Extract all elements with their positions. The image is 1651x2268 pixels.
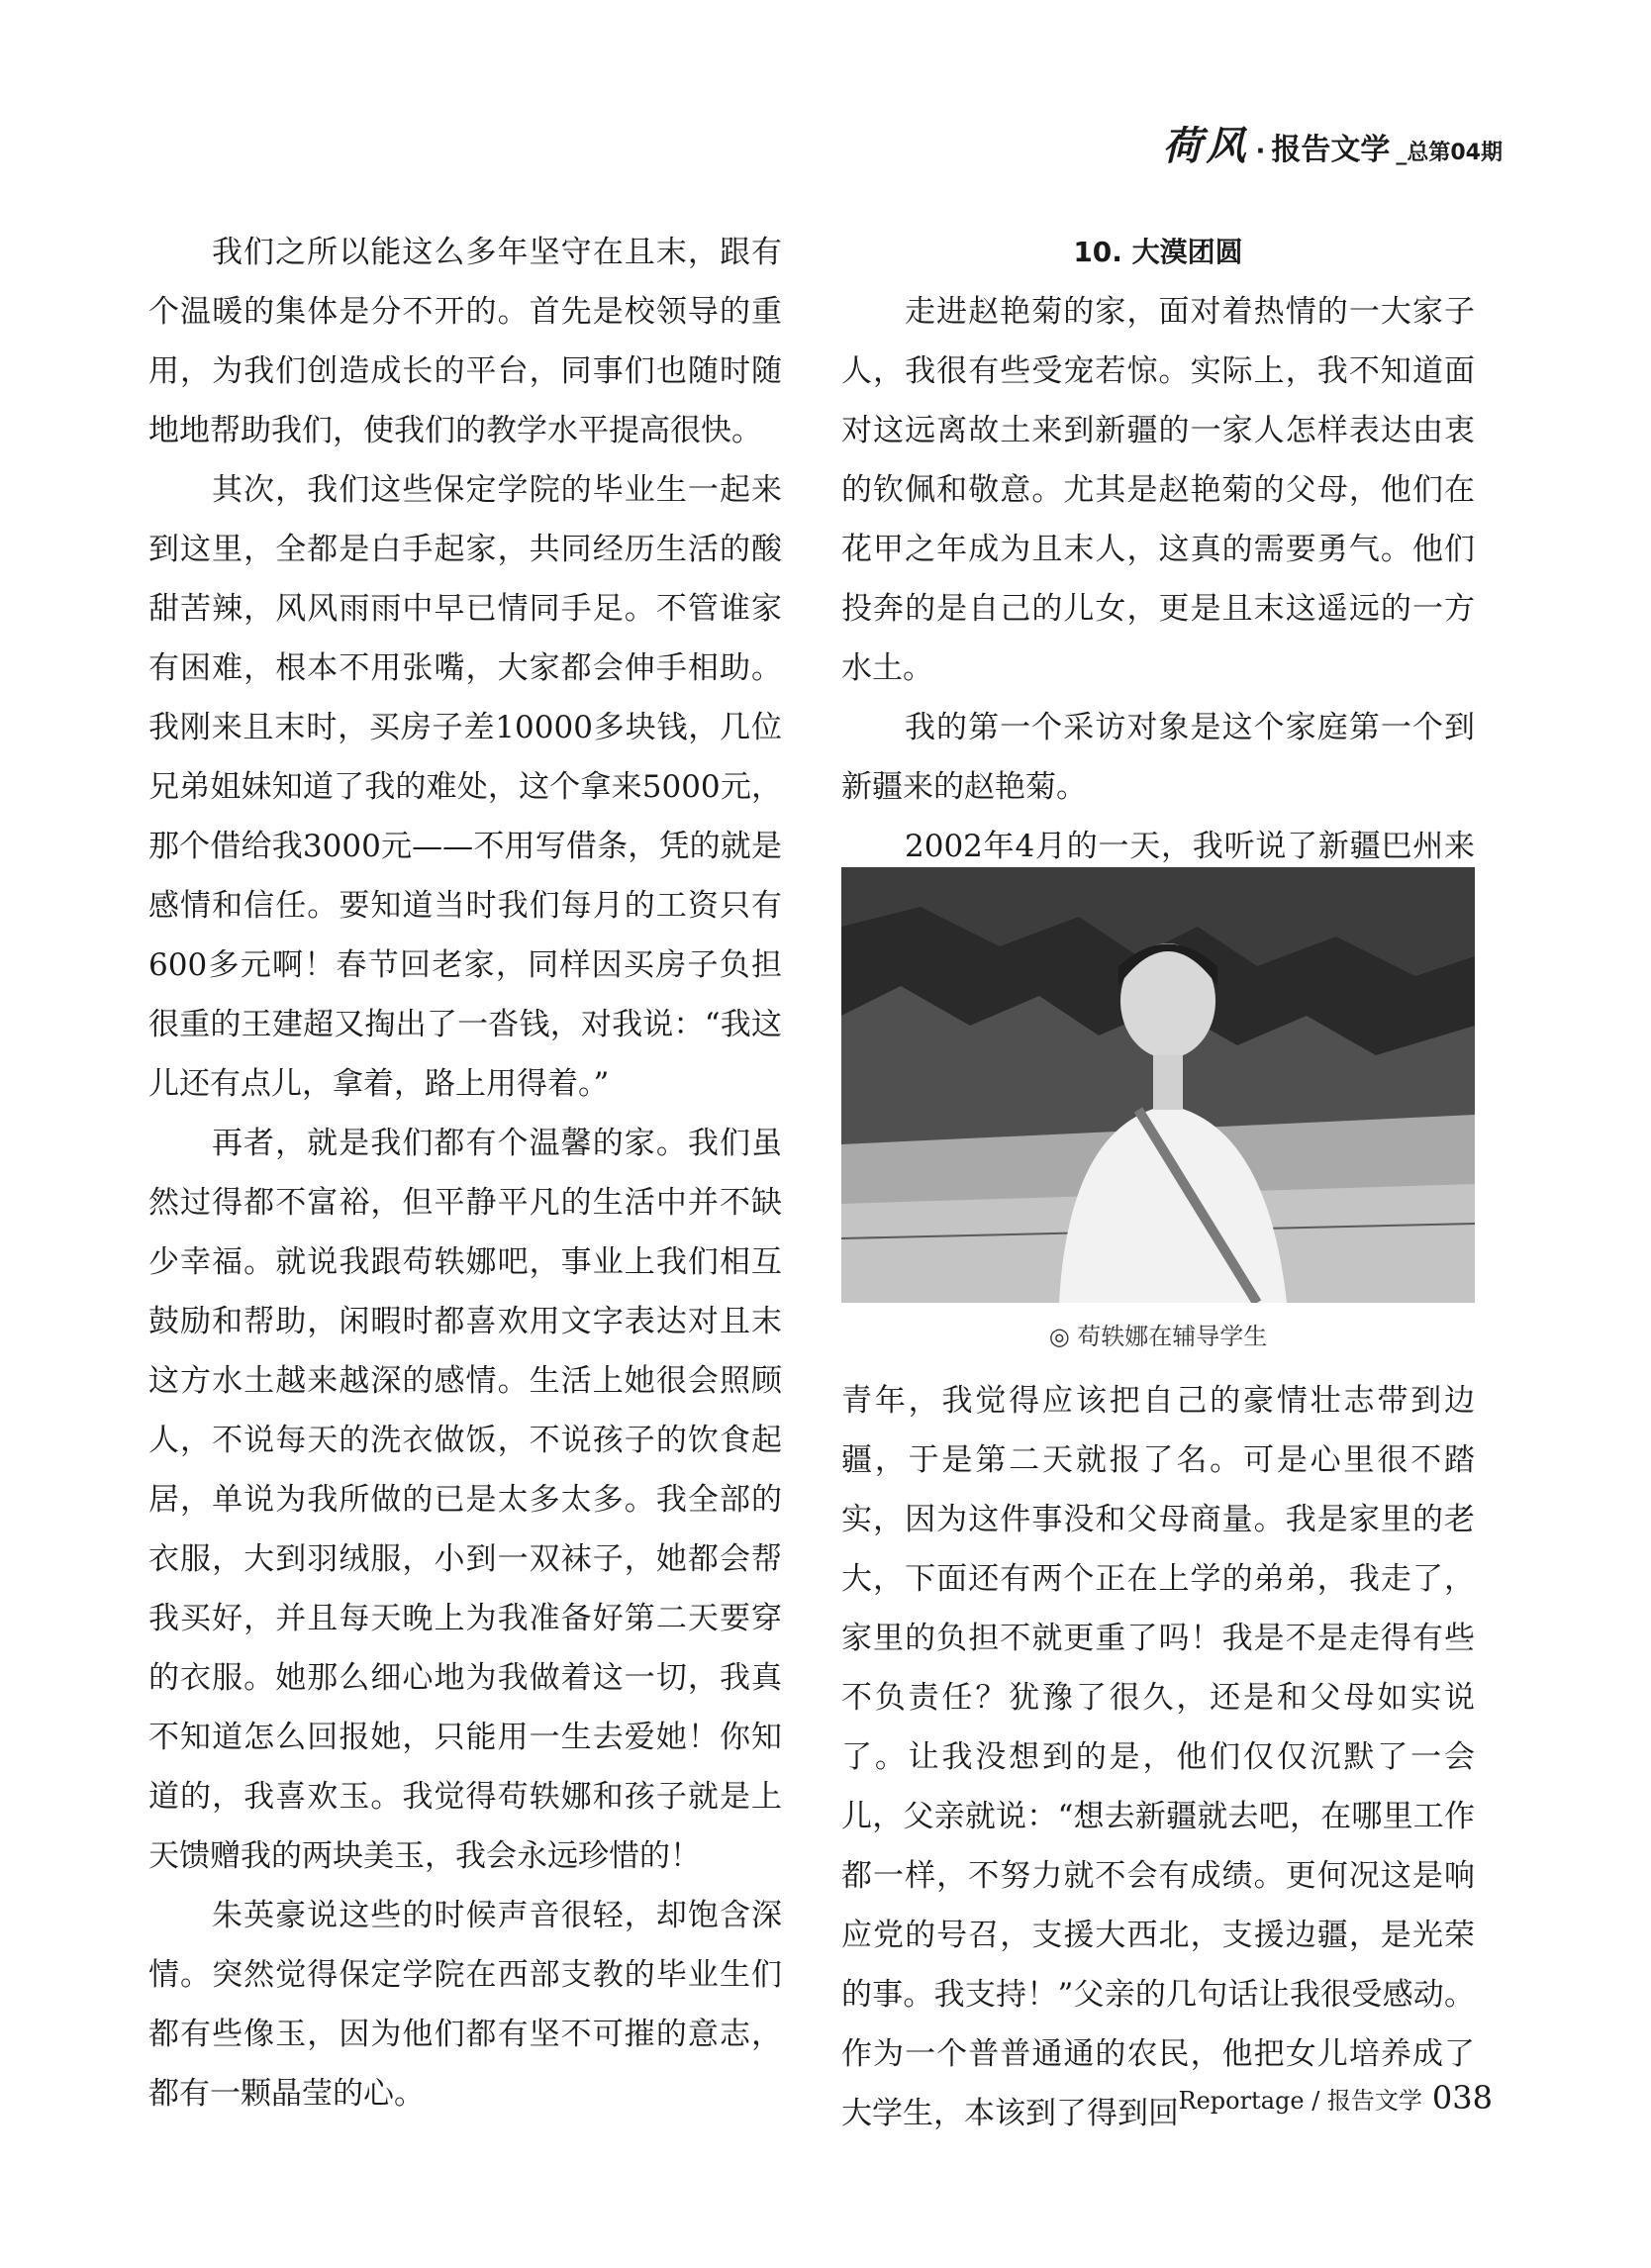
header-separator: · [1255,137,1266,166]
paragraph: 我的第一个采访对象是这个家庭第一个到新疆来的赵艳菊。 [841,710,1475,805]
paragraph: 再者，就是我们都有个温馨的家。我们虽然过得都不富裕，但平静平凡的生活中并不缺少幸福。就说我跟苟轶娜吧，事业上我们相互鼓励和帮助，闲暇时都喜欢用文字表达对且末这方水土越来越深的感情。生活上她很会照顾人，不说每天的洗衣做饭，不说孩子的饮食起居，单说为我所做的已是太多太多。我全部的衣服，大到羽绒服，小到一双袜子，她都会帮我买好，并且每天晚上为我准备好第二天要穿的衣服。她那么细心地为我做着这一切，我真不知道怎么回报她，只能用一生去爱她！你知道的，我喜欢玉。我觉得苟轶娜和孩子就是上天馈赠我的两块美玉，我会永远珍惜的！ [148,1126,782,1874]
right-column-bottom [841,1371,1475,2143]
page-header [1162,115,1503,171]
paragraph: 青年，我觉得应该把自己的豪情壮志带到边疆，于是第二天就报了名。可是心里很不踏实，因为这件事没和父母商量。我是家里的老大，下面还有两个正在上学的弟弟，我走了，家里的负担不就更重了吗！我是不是走得有些不负责任？犹豫了很久，还是和父母如实说了。让我没想到的是，他们仅仅沉默了一会儿，父亲就说：“想去新疆就去吧，在哪里工作都一样，不努力就不会有成绩。更何况这是响应党的号召，支援大西北，支援边疆，是光荣的事。我支持！”父亲的几句话让我很受感动。作为一个普普通通的农民，他把女儿培养成了大学生，本该到了得到回 [841,1383,1475,2131]
photo-illustration [841,867,1475,1303]
magazine-logo: 荷风 [1162,123,1250,169]
page-number: 038 [1431,2079,1493,2117]
paragraph: 朱英豪说这些的时候声音很轻，却饱含深情。突然觉得保定学院在西部支教的毕业生们都有些像玉，因为他们都有坚不可摧的意志，都有一颗晶莹的心。 [148,1898,782,2112]
footer-label: Reportage / 报告文学 [1178,2087,1422,2115]
section-title: 10. 大漠团圆 [1073,236,1243,268]
paragraph: 我们之所以能这么多年坚守在且末，跟有个温暖的集体是分不开的。首先是校领导的重用，为我们创造成长的平台，同事们也随时随地地帮助我们，使我们的教学水平提高很快。 [148,235,782,448]
paragraph: 走进赵艳菊的家，面对着热情的一大家子人，我很有些受宠若惊。实际上，我不知道面对这远离故土来到新疆的一家人怎样表达由衷的钦佩和敬意。尤其是赵艳菊的父母，他们在花甲之年成为且末人，这真的需要勇气。他们投奔的是自己的儿女，更是且末这遥远的一方水土。 [841,294,1475,686]
section-name: 报告文学 [1271,133,1391,167]
left-column [148,223,782,2123]
article-photo [841,867,1475,1303]
page-footer [1179,2079,1494,2117]
photo-caption: ◎ 苟轶娜在辅导学生 [1048,1323,1268,1350]
paragraph: 2002年4月的一天，我听说了新疆巴州来 [905,829,1475,864]
paragraph: 其次，我们这些保定学院的毕业生一起来到这里，全都是白手起家，共同经历生活的酸甜苦辣，风风雨雨中早已情同手足。不管谁家有困难，根本不用张嘴，大家都会伸手相助。我刚来且末时，买房子差10000多块钱，几位兄弟姐妹知道了我的难处，这个拿来5000元，那个借给我3000元——不用写借条，凭的就是感情和信任。要知道当时我们每月的工资只有600多元啊！春节回老家，同样因买房子负担很重的王建超又掏出了一沓钱，对我说：“我这儿还有点儿，拿着，路上用得着。” [148,472,782,1102]
issue-number: _总第04期 [1396,141,1503,165]
